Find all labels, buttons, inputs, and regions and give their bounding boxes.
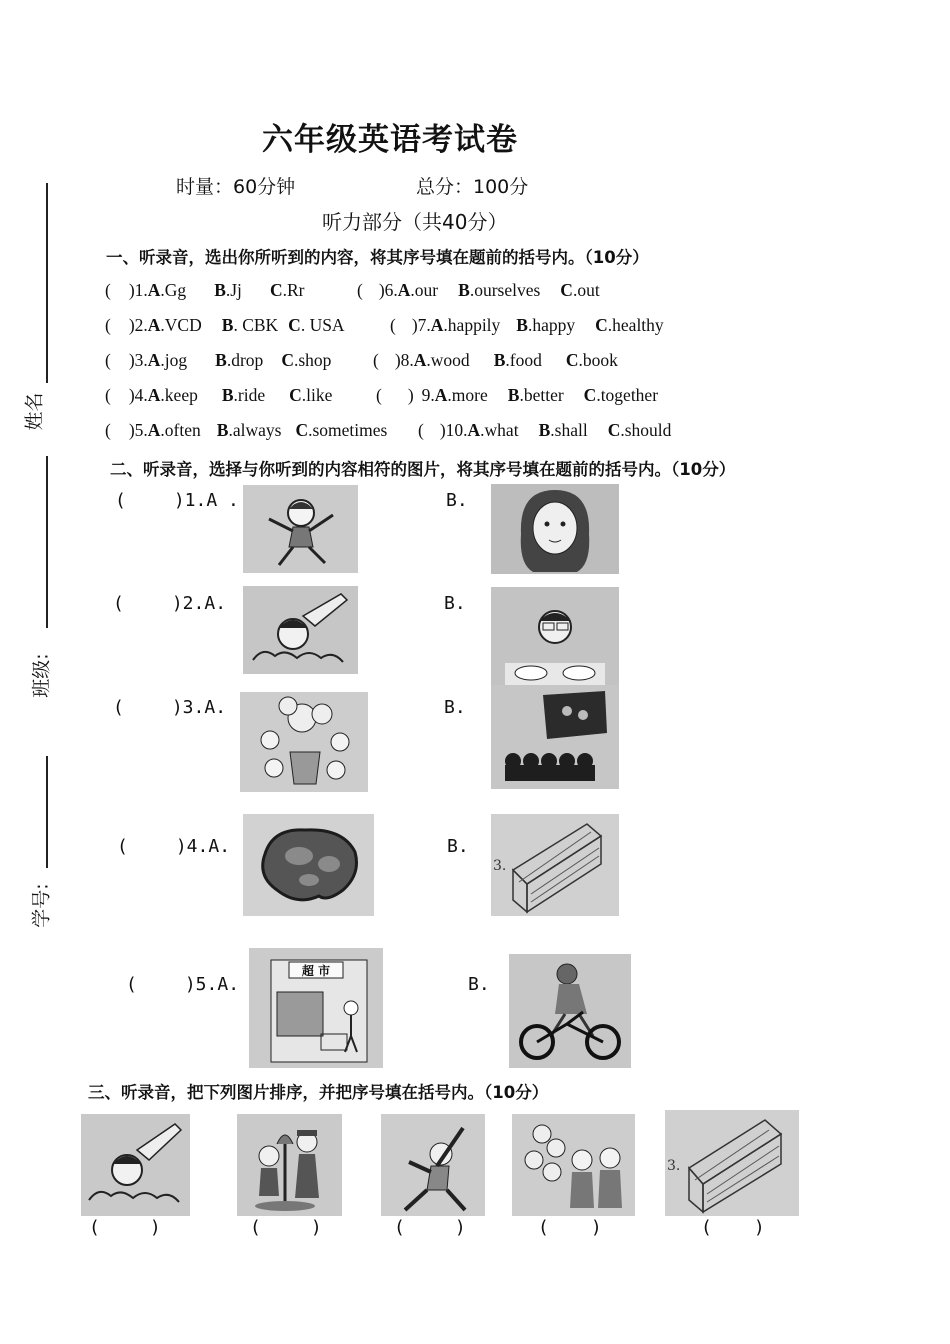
boy-eating-meal-image — [491, 587, 619, 685]
wood-plank-image — [491, 814, 619, 916]
question-bracket: ( )4.A. — [117, 836, 231, 857]
answer-bracket: ( ) — [394, 1217, 466, 1238]
girl-riding-bike-image — [509, 954, 631, 1068]
question-bracket: ( )2.A. — [113, 593, 227, 614]
section1-row: ( )5.A.often B.always C.sometimes — [105, 420, 388, 440]
section1-heading: 一、听录音，选出你所听到的内容，将其序号填在题前的括号内。（10分） — [106, 248, 649, 267]
children-with-flowers-image — [512, 1114, 635, 1216]
section1-row: ( )8.A.wood B.food C.book — [373, 350, 618, 370]
plank-mark: 3. — [493, 858, 507, 874]
section1-row: ( )1.A.Gg B.Jj C.Rr — [105, 280, 305, 300]
planting-tree-image — [237, 1114, 342, 1216]
option-b-label: B. — [444, 593, 466, 614]
stretching-exercise-image — [381, 1114, 485, 1216]
section-subtitle: 听力部分（共40分） — [322, 210, 508, 234]
option-b-label: B. — [446, 490, 468, 511]
supermarket-shopping-image — [249, 948, 383, 1068]
wood-plank-image — [665, 1110, 799, 1216]
section1-row: ( )7.A.happily B.happy C.healthy — [390, 315, 664, 335]
section2-heading: 二、听录音，选择与你听到的内容相符的图片，将其序号填在题前的括号内。（10分） — [110, 460, 736, 479]
answer-bracket: ( ) — [250, 1217, 322, 1238]
section1-row: ( )10.A.what B.shall C.should — [418, 420, 672, 440]
total-score: 总分：100分 — [416, 176, 529, 198]
number-label: 学号: — [30, 883, 53, 928]
section1-row: ( )4.A.keep B.ride C.like — [105, 385, 333, 405]
section3-heading: 三、听录音，把下列图片排序，并把序号填在括号内。（10分） — [88, 1083, 549, 1102]
binding-line-top — [46, 183, 48, 383]
boy-in-rocket-cloud-image — [243, 586, 358, 674]
option-b-label: B. — [447, 836, 469, 857]
binding-line-lower — [46, 756, 48, 868]
time-limit: 时量：60分钟 — [176, 176, 296, 198]
question-bracket: ( )5.A. — [126, 974, 240, 995]
question-bracket: ( )3.A. — [113, 697, 227, 718]
question-bracket: ( )1.A . — [115, 490, 239, 511]
section1-row: ( )2.A.VCD B. CBK C. USA — [105, 315, 345, 335]
answer-bracket: ( ) — [538, 1217, 602, 1238]
name-label: 姓名 — [23, 392, 46, 431]
people-watching-screen-image — [491, 685, 619, 789]
answer-bracket: ( ) — [89, 1217, 161, 1238]
section1-row: ( ) 9.A.more B.better C.together — [376, 385, 659, 405]
option-b-label: B. — [468, 974, 490, 995]
class-label: 班级: — [30, 653, 53, 698]
binding-line-middle — [46, 456, 48, 628]
children-with-flowers-image — [240, 692, 368, 792]
jumping-boy-image — [243, 485, 358, 573]
answer-bracket: ( ) — [701, 1217, 765, 1238]
boy-in-rocket-cloud-image — [81, 1114, 190, 1216]
option-b-label: B. — [444, 697, 466, 718]
plank-mark: 3. — [667, 1158, 681, 1174]
section1-row: ( )3.A.jog B.drop C.shop — [105, 350, 332, 370]
girl-portrait-image — [491, 484, 619, 574]
steak-image — [243, 814, 374, 916]
section1-row: ( )6.A.our B.ourselves C.out — [357, 280, 600, 300]
page-title: 六年级英语考试卷 — [262, 122, 518, 158]
supermarket-sign: 超 市 — [301, 964, 331, 978]
